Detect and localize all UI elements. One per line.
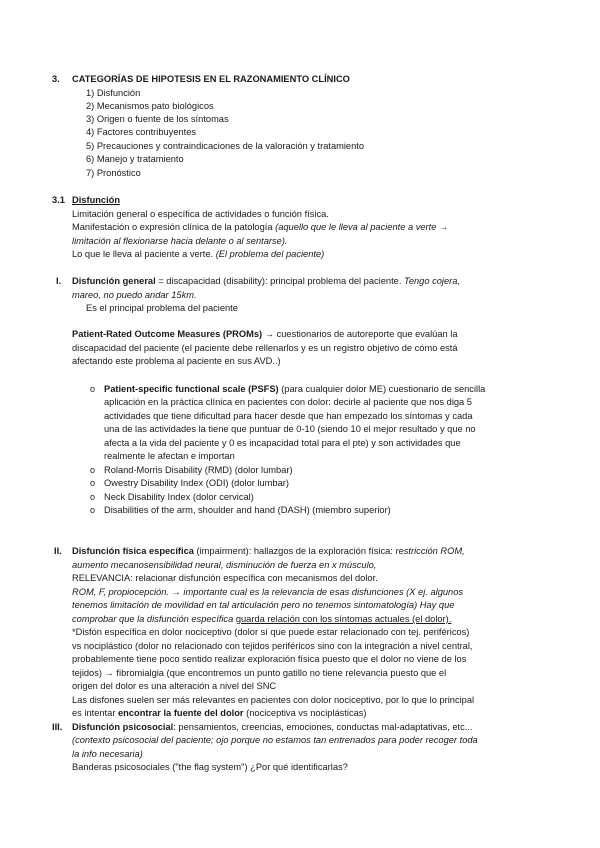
bullet-icon: o [90, 384, 96, 394]
text-line: Disfunción psicosocial: pensamientos, creencias, emociones, conductas mal-adaptativas, etc... [72, 722, 473, 732]
section-number: 3. [52, 74, 60, 84]
text-line: Es el principal problema del paciente [86, 303, 238, 313]
text-line: probablemente tiene poco sentido realizar exploración física puesto que el dolor no viene de los [72, 654, 467, 664]
text-line: actividades que tiene dificultad para hacer desde que han empezado los síntomas y cada [104, 411, 473, 421]
text-line: tejidos) → fibromialgia (que encontremos un punto gatillo no tiene relevancia puesto que el [72, 668, 447, 678]
text-line: Patient-Rated Outcome Measures (PROMs) → cuestionarios de autoreporte que evalúan la [72, 329, 458, 339]
list-item: Neck Disability Index (dolor cervical) [104, 492, 254, 502]
text-line: aplicación en la práctica clínica en pacientes con dolor: decirle al paciente que nos diga 5 [104, 397, 472, 407]
text-line: comprobar que la disfunción específica guarda relación con los síntomas actuales (el dolor). [72, 614, 452, 624]
text-line: vs nociplástico (dolor no relacionado con tejidos periféricos sino con la integración a nivel central, [72, 641, 473, 651]
text-line: una de las actividades la tiene que puntuar de 0-10 (siendo 10 el mejor resultado y que no [104, 424, 476, 434]
text-line: afectando este problema al paciente en sus AVD..) [72, 356, 281, 366]
text-line: afecta a la vida del paciente y 0 es incapacidad total para el pte) y son actividades que [104, 438, 461, 448]
text-line: ROM, F, propiocepción. → importante cual es la relevancia de esas disfunciones (X ej. algunos [72, 587, 464, 597]
text-line: aumento mecanosensibilidad neural, disminución de fuerza en x músculo, [72, 560, 377, 570]
roman-numeral: I. [56, 276, 62, 286]
text-line: Banderas psicosociales ("the flag system") ¿Por qué identificarlas? [72, 762, 348, 772]
text-line: Las disfones suelen ser más relevantes en pacientes con dolor nociceptivo, por lo que lo principal [72, 695, 475, 705]
bullet-icon: o [90, 492, 96, 502]
list-item: 6) Manejo y tratamiento [86, 154, 184, 164]
list-item: 4) Factores contribuyentes [86, 127, 197, 137]
roman-numeral: II. [54, 546, 62, 556]
text-line: origen del dolor es una alteración a nivel del SNC [72, 681, 277, 691]
text-line: es intentar encontrar la fuente del dolor (nociceptiva vs nociplásticas) [72, 708, 367, 718]
bullet-icon: o [90, 478, 96, 488]
list-item: Roland-Morris Disability (RMD) (dolor lumbar) [104, 465, 293, 475]
text-line: mareo, no puedo andar 15km. [72, 290, 197, 300]
text-line: Limitación general o específica de actividades o función física. [72, 209, 329, 219]
section-title: CATEGORÍAS DE HIPOTESIS EN EL RAZONAMIENTO CLÍNICO [72, 74, 350, 84]
text-line: Disfunción física específica (impairment): hallazgos de la exploración física: restricción ROM, [72, 546, 465, 556]
bullet-icon: o [90, 465, 96, 475]
text-line: realmente le afectan e importan [104, 451, 235, 461]
list-item: 5) Precauciones y contraindicaciones de la valoración y tratamiento [86, 141, 365, 151]
list-item: 1) Disfunción [86, 88, 141, 98]
list-item: 7) Pronóstico [86, 168, 141, 178]
list-item: Owestry Disability Index (ODI) (dolor lumbar) [104, 478, 289, 488]
text-line: discapacidad del paciente (el paciente debe rellenarlos y es un registro objetivo de cómo está [72, 343, 458, 353]
text-line: RELEVANCIA: relacionar disfunción específica con mecanismos del dolor. [72, 573, 378, 583]
subsection-number: 3.1 [52, 195, 65, 205]
subsection-title: Disfunción [72, 195, 121, 205]
roman-numeral: III. [52, 722, 63, 732]
list-item: Disabilities of the arm, shoulder and hand (DASH) (miembro superior) [104, 505, 391, 515]
bullet-icon: o [90, 505, 96, 515]
text-line: *Disfón específica en dolor nociceptivo (dolor sí que puede estar relacionado con tej. periféricos) [72, 627, 470, 637]
text-line: Manifestación o expresión clínica de la patología (aquello que le lleva al paciente a verte → [72, 222, 449, 232]
list-item: 3) Origen o fuente de los síntomas [86, 114, 229, 124]
text-line: (contexto psicosocial del paciente; ojo porque no estamos tan entrenados para poder recoger toda [72, 735, 478, 745]
text-line: Lo que le lleva al paciente a verte. (El problema del paciente) [72, 249, 325, 259]
text-line: tenemos limitación de movilidad en tal articulación pero no tenemos sintomatología) Hay que [72, 600, 455, 610]
list-item: 2) Mecanismos pato biológicos [86, 101, 214, 111]
text-line: limitación al flexionarse hacia delante o al sentarse). [72, 236, 288, 246]
text-line: Patient-specific functional scale (PSFS) (para cualquier dolor ME) cuestionario de sencilla [104, 384, 486, 394]
text-line: la info necesaria) [72, 749, 143, 759]
text-line: Disfunción general = discapacidad (disability): principal problema del paciente. Tengo cojera, [72, 276, 460, 286]
